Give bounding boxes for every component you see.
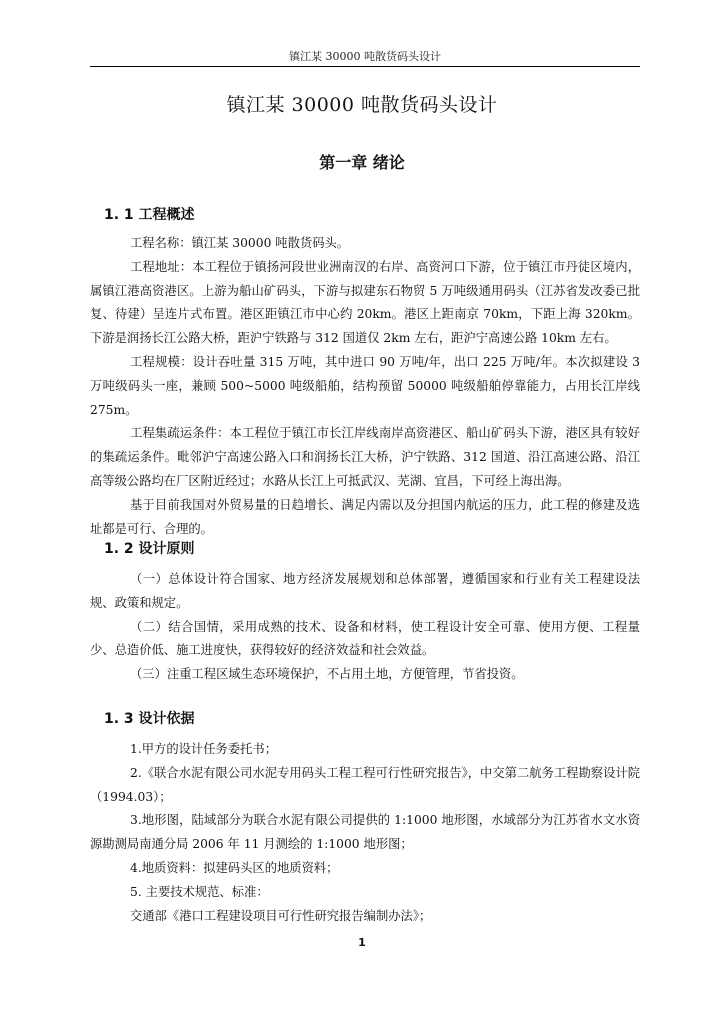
chapter-title: 第一章 绪论: [319, 153, 405, 172]
paragraph: 2.《联合水泥有限公司水泥专用码头工程工程可行性研究报告》，中交第二航务工程勘察设计院（1994.03）；: [90, 765, 640, 804]
paragraph: 工程地址：本工程位于镇扬河段世业洲南汊的右岸、高资河口下游，位于镇江市丹徒区境内，属镇江港高资港区。上游为船山矿码头，下游与拟建东石物贸 5 万吨级通用码头（江苏省发改委已批复、待建）呈连片式布置。港区距镇江市中心约 20km。港区上距南京 70km，下距上海 320km。下游是润扬长江公路大桥，距沪宁铁路与 312 国道仅 2km 左右，距沪宁高速公路 10km 左右。: [90, 259, 640, 346]
paragraph: （三）注重工程区域生态环境保护，不占用土地，方便管理，节省投资。: [130, 667, 524, 682]
paragraph: 4.地质资料：拟建码头区的地质资料；: [130, 860, 339, 875]
paragraph: （二）结合国情，采用成熟的技术、设备和材料，使工程设计安全可靠、使用方便、工程量少、总造价低、施工进度快，获得较好的经济效益和社会效益。: [90, 619, 640, 658]
section-body-1-3: [90, 738, 640, 928]
header-rule: [90, 66, 640, 67]
paragraph: 工程名称：镇江某 30000 吨散货码头。: [130, 236, 350, 250]
document-title: 镇江某 30000 吨散货码头设计: [226, 94, 498, 116]
paragraph: 交通部《港口工程建设项目可行性研究报告编制办法》；: [130, 908, 432, 923]
paragraph: 3.地形图，陆域部分为联合水泥有限公司提供的 1:1000 地形图，水域部分为江苏省水文水资源勘测局南通分局 2006 年 11 月测绘的 1:1000 地形图；: [90, 813, 640, 852]
section-heading-1-2: 1. 2 设计原则: [104, 541, 195, 557]
running-header: 镇江某 30000 吨散货码头设计: [289, 50, 441, 63]
paragraph: 1.甲方的设计任务委托书；: [130, 742, 277, 756]
paragraph: （一）总体设计符合国家、地方经济发展规划和总体部署，遵循国家和行业有关工程建设法规、政策和规定。: [90, 572, 640, 610]
paragraph: 基于目前我国对外贸易量的日趋增长、满足内需以及分担国内航运的压力，此工程的修建及选址都是可行、合理的。: [90, 497, 640, 536]
paragraph: 工程规模：设计吞吐量 315 万吨，其中进口 90 万吨/年，出口 225 万吨/年。本次拟建设 3 万吨级码头一座，兼顾 500~5000 吨级船舶，结构预留 50000 吨级船舶停靠能力，占用长江岸线 275m。: [90, 354, 640, 417]
section-body-1-2: [90, 568, 640, 687]
paragraph: 5. 主要技术规范、标准：: [130, 884, 269, 899]
section-heading-1-3: 1. 3 设计依据: [104, 711, 195, 727]
section-heading-1-1: 1. 1 工程概述: [104, 207, 195, 223]
paragraph: 工程集疏运条件：本工程位于镇江市长江岸线南岸高资港区、船山矿码头下游，港区具有较好的集疏运条件。毗邻沪宁高速公路入口和润扬长江大桥，沪宁铁路、312 国道、沿江高速公路、沿江高等级公路均在厂区附近经过；水路从长江上可抵武汉、芜湖、宜昌，下可经上海出海。: [90, 426, 640, 488]
section-body-1-1: [90, 232, 640, 541]
page-number: 1: [358, 936, 366, 949]
